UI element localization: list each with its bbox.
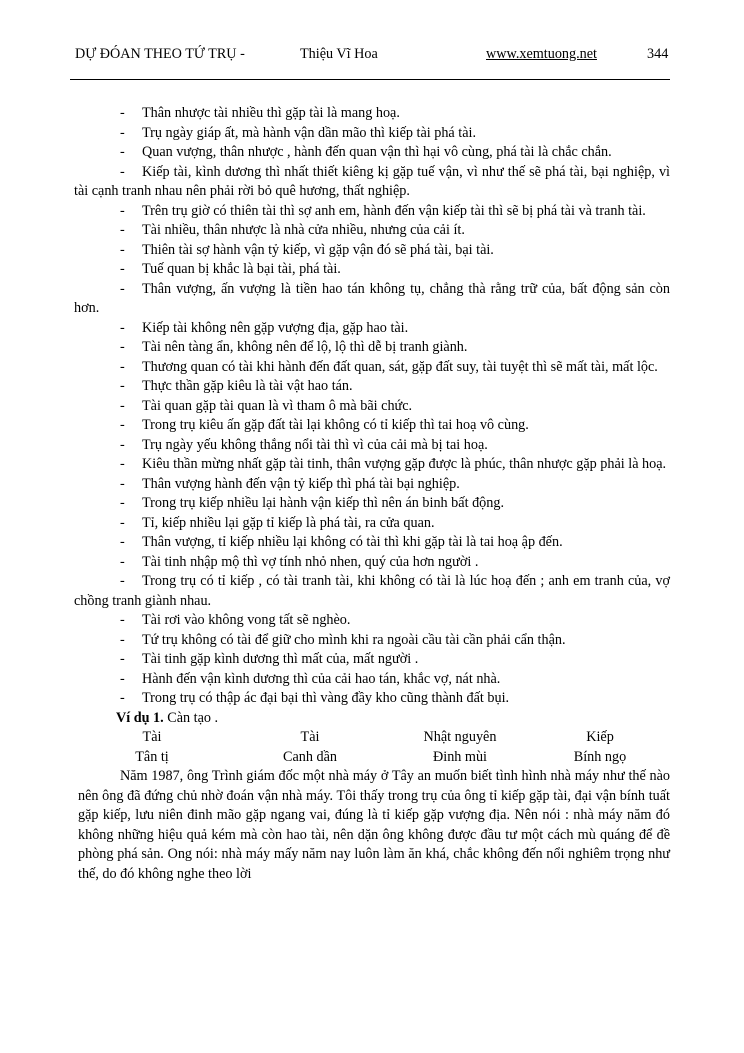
bullet-dash: - (120, 690, 125, 706)
list-item-text: Trong trụ có tỉ kiếp , có tài tranh tài, khi không có tài là lúc hoạ đến ; anh em tranh của, vợ chồng tranh giành nhau. (74, 573, 670, 609)
list-item-text: Kiếp tài, kình dương thì nhất thiết kiêng kị gặp tuế vận, vì như thế sẽ phá tài, bại nghiệp, vì tài cạnh tranh nhau nên phải rời bỏ quê hương, thất nghiệp. (74, 163, 670, 199)
bullet-dash: - (120, 417, 125, 433)
list-item (74, 202, 670, 222)
bullet-dash: - (120, 378, 125, 394)
list-item (74, 338, 670, 358)
bullet-dash: - (120, 495, 125, 511)
list-item-text: Tỉ, kiếp nhiều lại gặp tỉ kiếp là phá tài, ra cửa quan. (142, 514, 435, 531)
list-item (74, 494, 670, 514)
bullet-dash: - (120, 573, 125, 589)
pillar-stem-branch: Đinh mùi (433, 748, 487, 765)
list-item (74, 689, 670, 709)
list-item-text: Kiếp tài không nên gặp vượng địa, gặp hao tài. (142, 319, 409, 336)
list-item-text: Tài tinh nhập mộ thì vợ tính nhỏ nhen, quý của hơn người . (142, 553, 479, 570)
pillar-table (74, 728, 670, 767)
list-item (74, 416, 670, 436)
list-item (74, 260, 670, 280)
bullet-dash: - (120, 631, 125, 648)
bullet-dash: - (120, 319, 125, 336)
bullet-dash: - (120, 261, 125, 277)
list-item-text: Thân nhược tài nhiều thì gặp tài là mang hoạ. (142, 105, 400, 121)
bullet-dash: - (120, 475, 125, 492)
list-item (74, 397, 670, 417)
example-heading (74, 709, 670, 729)
list-item (74, 611, 670, 631)
bullet-dash: - (120, 612, 125, 628)
example-title: Càn tạo . (167, 709, 219, 726)
bullet-dash: - (120, 651, 125, 667)
list-item (74, 670, 670, 690)
bullet-dash: - (120, 105, 125, 121)
book-title: DỰ ĐÓAN THEO TỨ TRỤ - (75, 46, 245, 62)
list-item-text: Tài nên tàng ẩn, không nên để lộ, lộ thì dễ bị tranh giành. (142, 339, 468, 355)
list-item-text: Thân vượng hành đến vận tỷ kiếp thì phá tài bại nghiệp. (142, 475, 460, 492)
list-item-text: Trên trụ giờ có thiên tài thì sợ anh em, hành đến vận kiếp tài thì sẽ bị phá tài và tranh tài. (142, 202, 646, 219)
bullet-dash: - (120, 339, 125, 355)
bullet-dash: - (120, 553, 125, 570)
list-item (74, 280, 670, 319)
page-header (70, 46, 670, 66)
list-item-text: Trụ ngày yếu không thắng nổi tài thì vì của cải mà bị tai hoạ. (142, 436, 488, 453)
bullet-dash: - (120, 534, 125, 550)
pillar-god: Tài (142, 729, 162, 745)
list-item (74, 377, 670, 397)
list-item-text: Tài rơi vào không vong tất sẽ nghèo. (142, 612, 351, 628)
page-number: 344 (647, 46, 669, 62)
example-label: Ví dụ 1. (116, 709, 164, 726)
pillar-god: Kiếp (586, 729, 614, 745)
bullet-dash: - (120, 163, 125, 180)
bullet-dash: - (120, 202, 125, 219)
list-item (74, 475, 670, 495)
list-item (74, 455, 670, 475)
bullet-dash: - (120, 456, 125, 472)
list-item-text: Tài quan gặp tài quan là vì tham ô mà bãi chức. (142, 397, 413, 414)
bullet-dash: - (120, 436, 125, 453)
list-item-text: Tuế quan bị khắc là bại tài, phá tài. (142, 261, 341, 277)
pillar-stem-branch: Canh dần (283, 748, 337, 765)
list-item (74, 358, 670, 378)
list-item (74, 241, 670, 261)
list-item-text: Thiên tài sợ hành vận tỷ kiếp, vì gặp vận đó sẽ phá tài, bại tài. (142, 241, 494, 258)
list-item-text: Tài tinh gặp kình dương thì mất của, mất người . (142, 651, 419, 667)
bullet-dash: - (120, 241, 125, 258)
pillar-year (92, 728, 212, 767)
list-item (74, 104, 670, 124)
pillar-stem-branch: Tân tị (135, 748, 169, 765)
list-item-text: Thân vượng, ấn vượng là tiền hao tán không tụ, chẳng thà rằng trữ của, bất động sản còn hơn. (74, 280, 670, 316)
bullet-dash: - (120, 222, 125, 238)
list-item-text: Trong trụ có thập ác đại bại thì vàng đầy kho cũng thành đất bụi. (142, 690, 510, 706)
bullet-dash: - (120, 397, 125, 414)
list-item (74, 221, 670, 241)
list-item (74, 553, 670, 573)
bullet-dash: - (120, 358, 125, 375)
list-item-text: Trong trụ kiếp nhiều lại hành vận kiếp thì nên án binh bất động. (142, 495, 504, 511)
list-item-text: Hành đến vận kình dương thì của cải hao tán, khắc vợ, nát nhà. (142, 670, 501, 687)
list-item-text: Kiêu thần mừng nhất gặp tài tinh, thân vượng gặp được là phúc, thân nhược gặp phải là hoạ. (142, 456, 667, 472)
list-item (74, 650, 670, 670)
pillar-hour (540, 728, 660, 767)
page-content (74, 104, 670, 884)
list-item (74, 572, 670, 611)
list-item (74, 163, 670, 202)
list-item (74, 436, 670, 456)
list-item (74, 319, 670, 339)
list-item (74, 533, 670, 553)
bullet-dash: - (120, 144, 125, 160)
list-item-text: Tài nhiều, thân nhược là nhà cửa nhiều, nhưng của cải ít. (142, 222, 465, 238)
header-rule (70, 79, 670, 80)
list-item-text: Tứ trụ không có tài để giữ cho mình khi ra ngoài cầu tài cần phải cẩn thận. (142, 631, 566, 648)
bullet-dash: - (120, 280, 125, 297)
rule-list (74, 104, 670, 709)
list-item (74, 143, 670, 163)
list-item (74, 124, 670, 144)
author-name: Thiệu Vĩ Hoa (300, 46, 378, 62)
pillar-month (250, 728, 370, 767)
list-item (74, 631, 670, 651)
list-item-text: Thân vượng, tỉ kiếp nhiều lại không có tài thì khi gặp tài là tai hoạ ập đến. (142, 534, 563, 550)
list-item-text: Thương quan có tài khi hành đến đất quan, sát, gặp đất suy, tài tuyệt thì sẽ mất tài, mất lộc. (142, 358, 658, 375)
list-item-text: Trụ ngày giáp ất, mà hành vận dần mão thì kiếp tài phá tài. (142, 124, 476, 141)
bullet-dash: - (120, 670, 125, 687)
list-item (74, 514, 670, 534)
list-item-text: Trong trụ kiêu ấn gặp đất tài lại không có tỉ kiếp thì tai hoạ vô cùng. (142, 417, 529, 433)
pillar-god: Tài (300, 729, 320, 745)
list-item-text: Quan vượng, thân nhược , hành đến quan vận thì hại vô cùng, phá tài là chắc chắn. (142, 144, 612, 160)
website-link[interactable]: www.xemtuong.net (486, 46, 597, 62)
example-paragraph: Năm 1987, ông Trình giám đốc một nhà máy ở Tây an muốn biết tình hình nhà máy như thế nào nên ông đã đứng chủ nhờ đoán vận nhà máy. Tôi thấy trong trụ của ông tỉ kiếp gặp tài, đại vận bính tuất gặp kiếp, lưu niên đinh mão gặp ngang vai, đúng là tỉ kiếp gặp vượng địa. Nên nói : nhà máy năm đó không những hiệu quả kém mà còn hao tài, nên dặn ông không được đầu tư một cách mù quáng để đề phòng phá sản. Ong nói: nhà máy mấy năm nay luôn làm ăn khá, chắc không đến nổi nghiêm trọng như thế, do đó không nghe theo lời (78, 768, 670, 882)
bullet-dash: - (120, 124, 125, 141)
pillar-day (400, 728, 520, 767)
pillar-stem-branch: Bính ngọ (573, 748, 627, 765)
bullet-dash: - (120, 514, 125, 531)
list-item-text: Thực thần gặp kiêu là tài vật hao tán. (142, 378, 353, 394)
pillar-god: Nhật nguyên (423, 729, 497, 745)
